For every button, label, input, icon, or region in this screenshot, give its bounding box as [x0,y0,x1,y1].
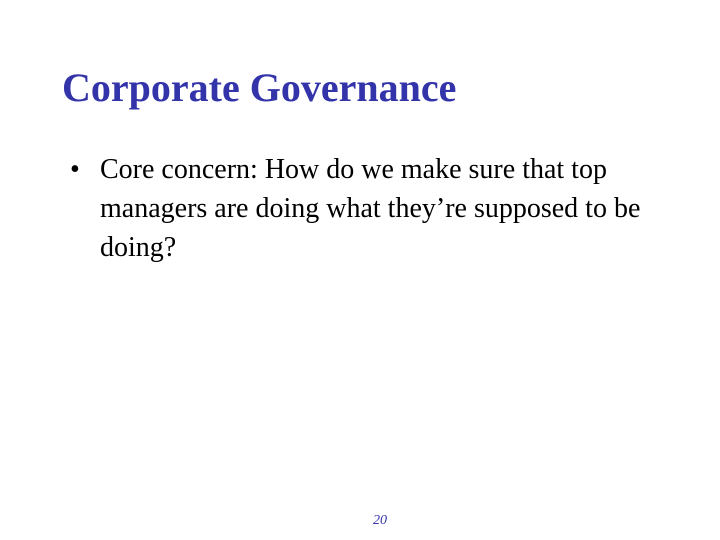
slide-title: Corporate Governance [62,65,457,110]
bullet-text: Core concern: How do we make sure that top managers are doing what they’re supposed to be doing? [100,154,641,263]
page-number: 20 [373,513,387,528]
bullet-marker: • [70,154,80,185]
bullet-item [70,150,670,267]
bullet-list [70,150,670,267]
